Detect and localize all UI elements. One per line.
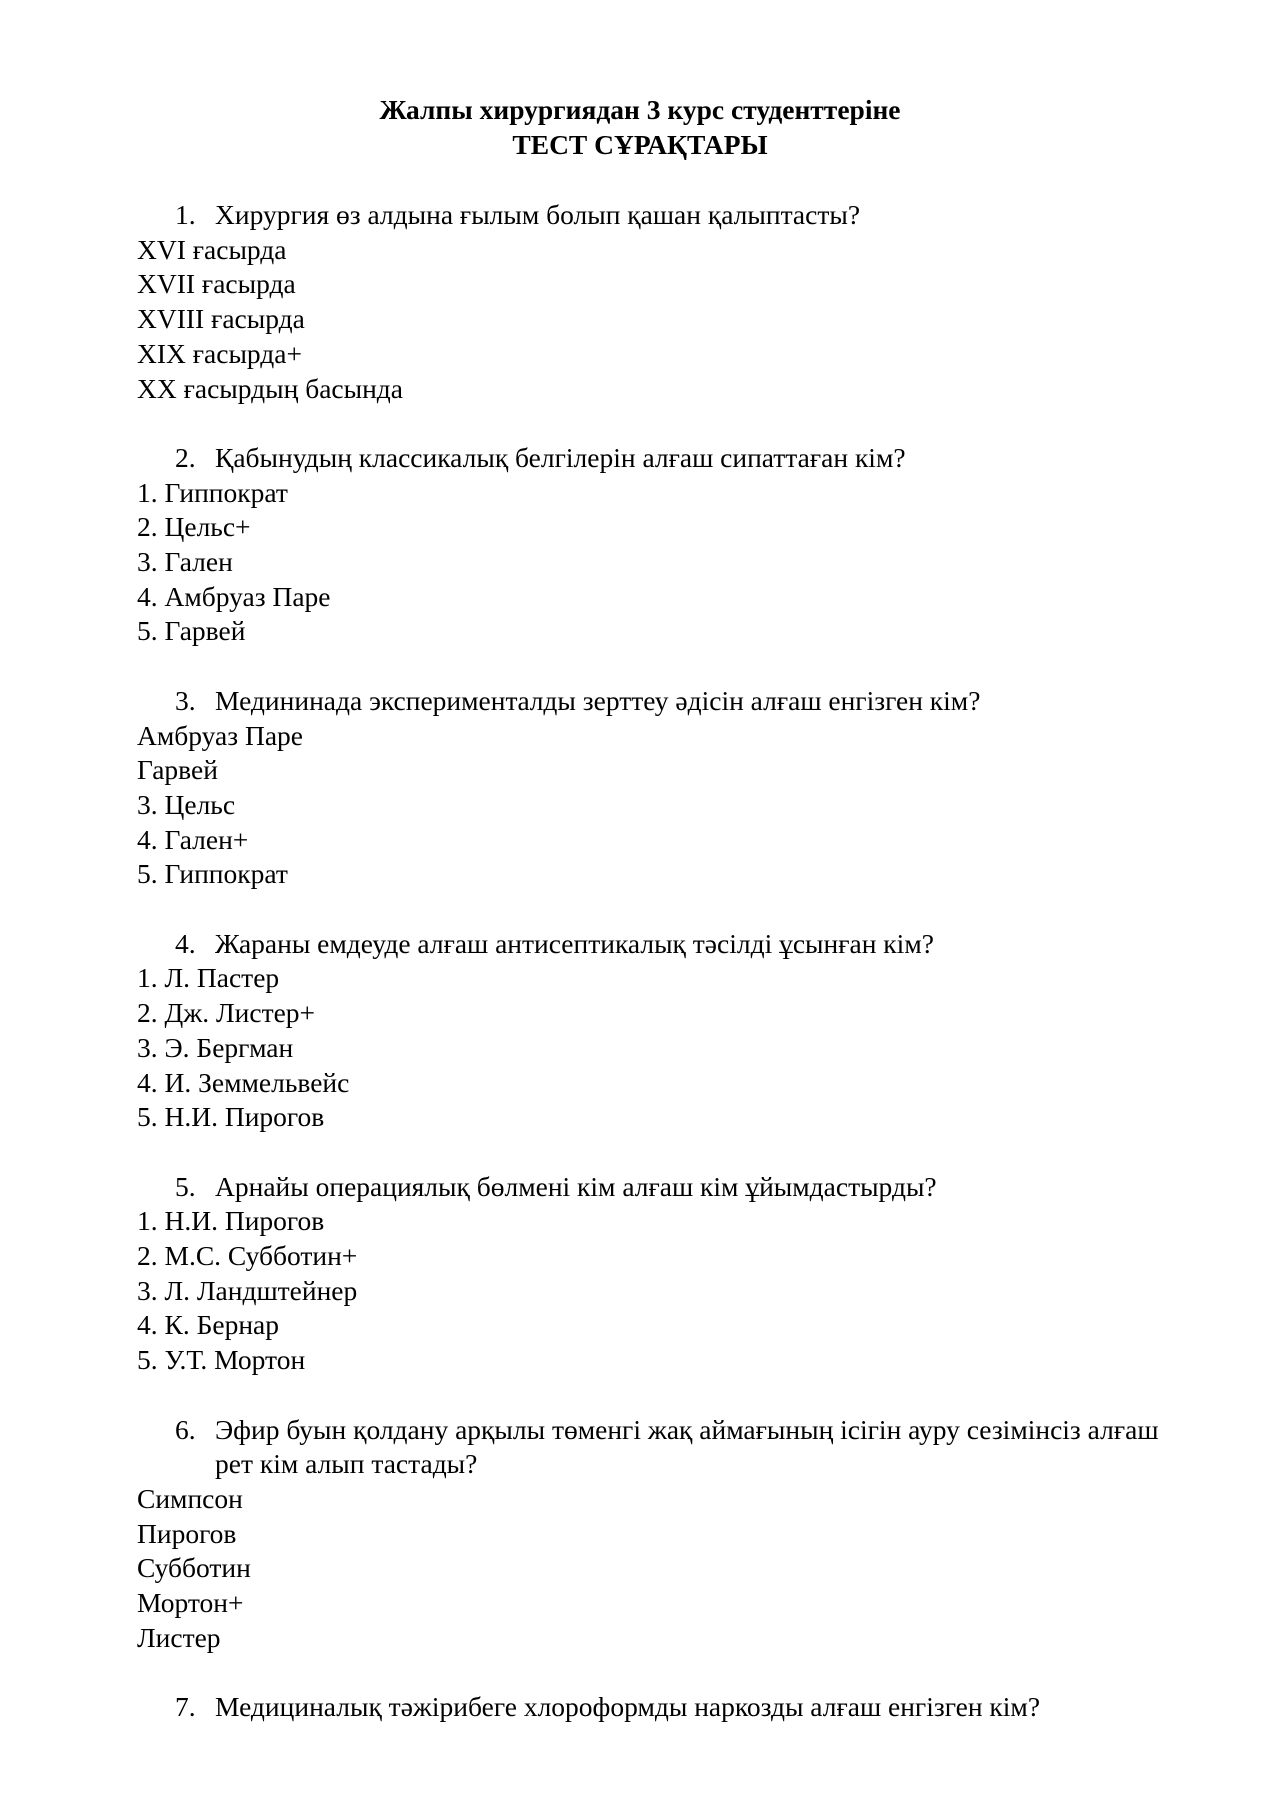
answer-option: 5. Гарвей (137, 615, 246, 647)
answer-option: 4. Амбруаз Паре (137, 580, 331, 612)
question-2 (137, 441, 1177, 476)
question-number: 3. (175, 684, 196, 716)
question-number: 6. (175, 1413, 196, 1445)
question-6 (137, 1413, 1177, 1482)
answer-option: 2. Дж. Листер+ (137, 997, 316, 1029)
question-4 (137, 927, 1177, 962)
answer-option: Пирогов (137, 1517, 237, 1549)
answer-option: XX ғасырдың басында (137, 372, 404, 404)
answer-option: XIX ғасырда+ (137, 337, 303, 369)
answer-option: Амбруаз Паре (137, 719, 303, 751)
question-number: 4. (175, 927, 196, 959)
question-list (137, 198, 1177, 1725)
spacer (137, 649, 1177, 684)
question-5 (137, 1170, 1177, 1205)
question-text: Медининада экспериментaлды зерттеу әдісін алғаш енгізген кім? (215, 684, 981, 716)
answer-option: Мортон+ (137, 1587, 244, 1619)
answer-option: Субботин (137, 1552, 251, 1584)
answer-option: 4. И. Земмельвейс (137, 1066, 350, 1098)
answer-option: 4. К. Бернар (137, 1309, 280, 1341)
answer-option: 3. Л. Ландштейнер (137, 1274, 358, 1306)
answer-option: 1. Гиппократ (137, 476, 288, 508)
answer-option: XVIII ғасырда (137, 303, 305, 335)
answer-option: 5. Гиппократ (137, 858, 288, 890)
question-text: Қабынудың классикалық белгілерін алғаш сипаттаған кім? (215, 441, 906, 473)
answer-option: Листер (137, 1621, 221, 1653)
answer-option: Симпсон (137, 1482, 243, 1514)
question-text: Эфир буын қолдану арқылы төменгі жақ аймағының ісігін ауру сезімінсіз алғаш рет кім алып тастады? (215, 1413, 1159, 1480)
answer-option: 2. Цельс+ (137, 511, 251, 543)
answer-option: 4. Гален+ (137, 823, 249, 855)
question-1 (137, 198, 1177, 233)
spacer (137, 1378, 1177, 1413)
answer-option: 3. Э. Бергман (137, 1031, 294, 1063)
question-number: 7. (175, 1691, 196, 1723)
answer-option: 1. Л. Пастер (137, 962, 280, 994)
spacer (137, 892, 1177, 927)
answer-option: 3. Цельс (137, 788, 236, 820)
answer-option: 2. М.С. Субботин+ (137, 1240, 358, 1272)
spacer (137, 1655, 1177, 1690)
answer-option: Гарвей (137, 754, 218, 786)
document-title: Жалпы хирургиядан 3 курс студенттеріне (379, 94, 901, 125)
question-text: Хирургия өз алдына ғылым болып қашан қалыптасты? (215, 199, 861, 230)
answer-option: 3. Гален (137, 546, 233, 578)
answer-option: 5. У.Т. Мортон (137, 1344, 306, 1376)
answer-option: XVII ғасырда (137, 268, 296, 300)
question-number: 2. (175, 441, 196, 473)
question-text: Арнайы операциялық бөлмені кім алғаш кім ұйымдастырды? (215, 1170, 937, 1202)
question-text: Жараны емдеуде алғаш антисептикалық тәсілді ұсынған кім? (215, 927, 934, 959)
question-number: 1. (175, 199, 196, 230)
answer-option: 5. Н.И. Пирогов (137, 1101, 325, 1133)
spacer (137, 1135, 1177, 1170)
spacer (137, 406, 1177, 441)
question-7 (137, 1690, 1177, 1725)
question-text: Медициналық тәжірибеге хлороформды наркозды алғаш енгізген кім? (215, 1691, 1041, 1723)
question-number: 5. (175, 1170, 196, 1202)
document-subtitle: ТЕСТ СҰРАҚТАРЫ (512, 129, 768, 160)
answer-option: 1. Н.И. Пирогов (137, 1205, 325, 1237)
answer-option: XVI ғасырда (137, 233, 287, 265)
question-3 (137, 684, 1177, 719)
